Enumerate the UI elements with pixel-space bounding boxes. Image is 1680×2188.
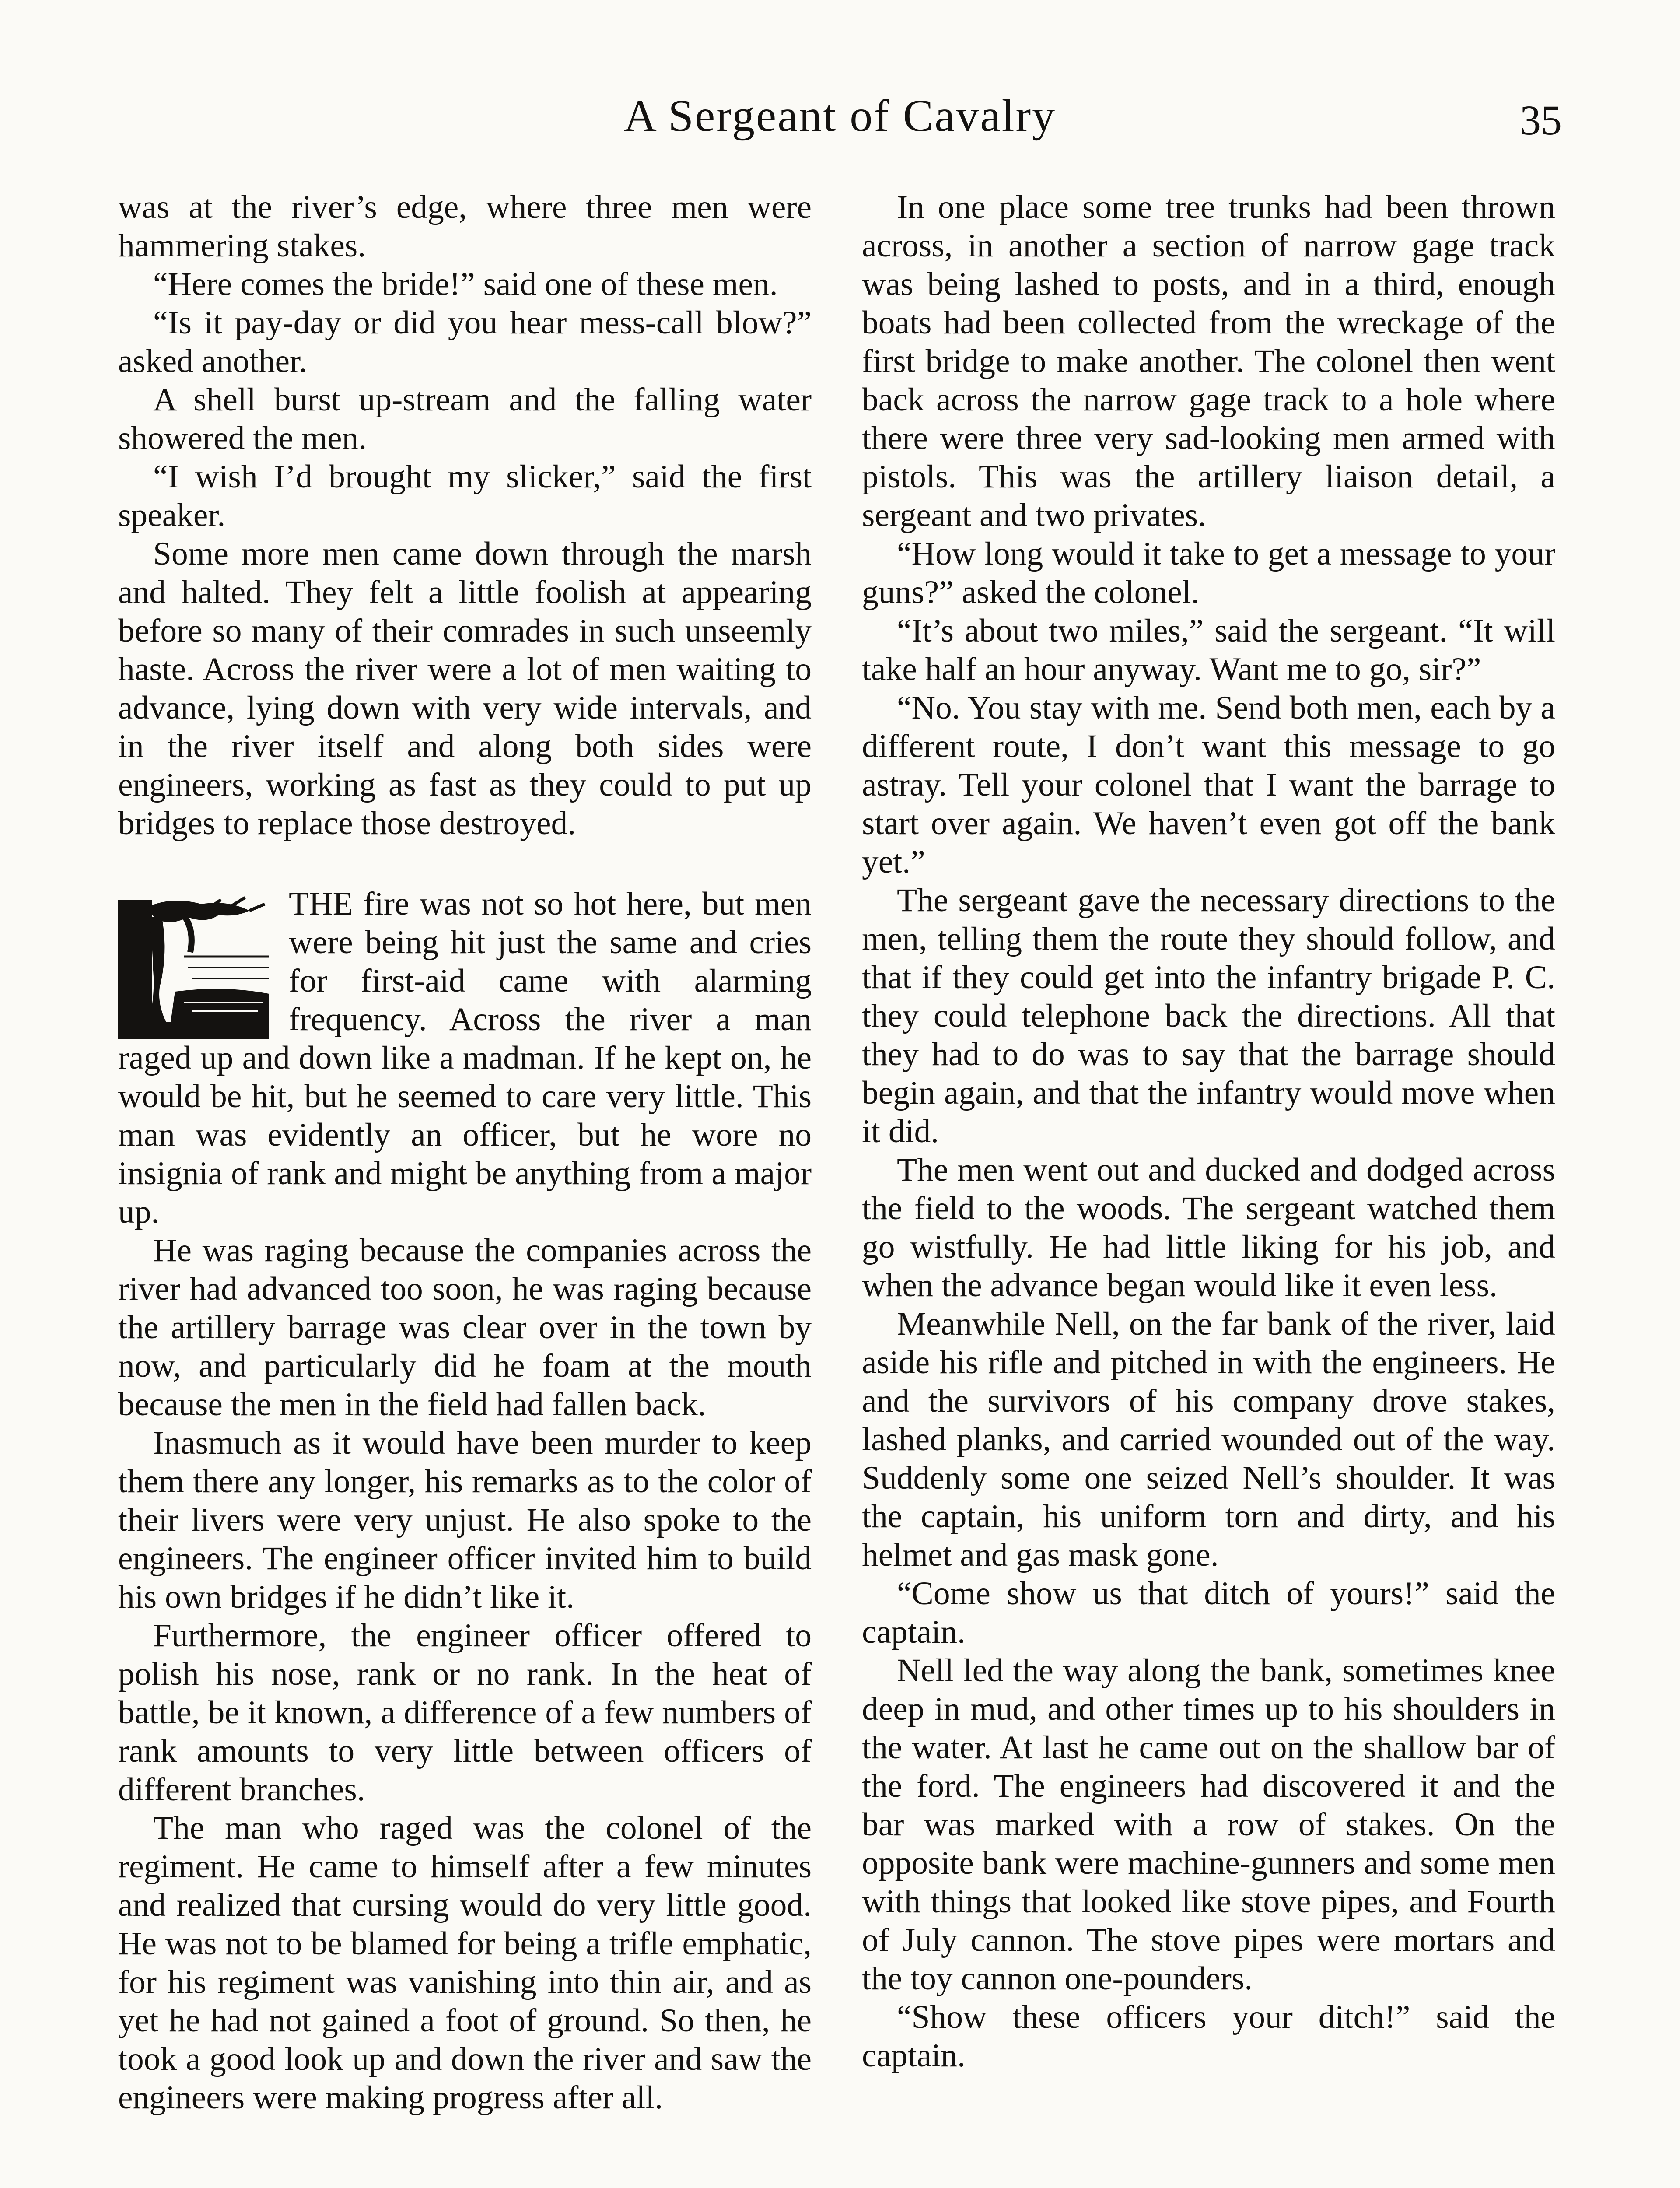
paragraph: The man who raged was the colonel of the regiment. He came to himself after a few minutes and realized that cursing would do very little good. He was not to be blamed for being a trifle emphatic, for his regiment was vanishing into thin air, and as yet he had not gained a foot of ground. So then, he took a good look up and down the river and saw the engineers were making progress after all. [118, 1810, 812, 2116]
section-break [118, 843, 812, 885]
paragraph: He was raging because the companies across the river had advanced too soon, he was raging because the artillery barrage was clear over in the town by now, and particularly did he foam at the mouth because the men in the field had fallen back. [118, 1232, 812, 1423]
page-number: 35 [1520, 97, 1562, 144]
paragraph: A shell burst up-stream and the falling water showered the men. [118, 382, 812, 456]
paragraph: was at the river’s edge, where three men were hammering stakes. [118, 189, 812, 264]
paragraph: “How long would it take to get a message to your guns?” asked the colonel. [862, 536, 1555, 610]
paragraph: “I wish I’d brought my slicker,” said the first speaker. [118, 459, 812, 533]
running-title: A Sergeant of Cavalry [623, 91, 1057, 141]
paragraph: “No. You stay with me. Send both men, each by a different route, I don’t want this message to go astray. Tell your colonel that I want the barrage to start over again. We haven’t even got off the bank yet.” [862, 690, 1555, 880]
paragraph: Meanwhile Nell, on the far bank of the river, laid aside his rifle and pitched in with the engineers. He and the survivors of his company drove stakes, lashed planks, and carried wounded out of the way. Suddenly some one seized Nell’s shoulder. It was the captain, his uniform torn and dirty, and his helmet and gas mask gone. [862, 1306, 1555, 1573]
left-column [118, 188, 812, 2117]
paragraph: “It’s about two miles,” said the sergeant. “It will take half an hour anyway. Want me to go, sir?” [862, 613, 1555, 687]
paragraph: Furthermore, the engineer officer offered to polish his nose, rank or no rank. In the heat of battle, be it known, a difference of a few numbers of rank amounts to very little between officers of different branches. [118, 1617, 812, 1808]
right-column [862, 188, 1555, 2075]
page-header [118, 88, 1562, 144]
paragraph: “Is it pay-day or did you hear mess-call blow?” asked another. [118, 305, 812, 379]
illustrated-dropcap [118, 891, 276, 1039]
paragraph: Some more men came down through the marsh and halted. They felt a little foolish at appearing before so many of their comrades in such unseemly haste. Across the river were a lot of men waiting to advance, lying down with very wide intervals, and in the river itself and along both sides were engineers, working as fast as they could to put up bridges to replace those destroyed. [118, 536, 812, 842]
paragraph: Nell led the way along the bank, sometimes knee deep in mud, and other times up to his shoulders in the water. At last he came out on the shallow bar of the ford. The engineers had discovered it and the bar was marked with a row of stakes. On the opposite bank were machine-gunners and some men with things that looked like stove pipes, and Fourth of July cannon. The stove pipes were mortars and the toy cannon one-pounders. [862, 1652, 1555, 1997]
tree-landscape-icon [118, 891, 276, 1039]
paragraph: The sergeant gave the necessary directions to the men, telling them the route they should follow, and that if they could get into the infantry brigade P. C. they could telephone back the directions. All that they had to do was to say that the barrage should begin again, and that the infantry would move when it did. [862, 882, 1555, 1150]
paragraph: In one place some tree trunks had been thrown across, in another a section of narrow gage track was being lashed to posts, and in a third, enough boats had been collected from the wreckage of the first bridge to make another. The colonel then went back across the narrow gage track to a hole where there were three very sad-looking men armed with pistols. This was the artillery liaison detail, a sergeant and two privates. [862, 189, 1555, 533]
paragraph: “Show these officers your ditch!” said the captain. [862, 1999, 1555, 2074]
paragraph: “Come show us that ditch of yours!” said the captain. [862, 1575, 1555, 1650]
paragraph: Inasmuch as it would have been murder to keep them there any longer, his remarks as to the color of their livers were very unjust. He also spoke to the engineers. The engineer officer invited him to build his own bridges if he didn’t like it. [118, 1425, 812, 1615]
paragraph: THE fire was not so hot here, but men were being hit just the same and cries for first-aid came with alarming frequency. Across the river a man raged up and down like a madman. If he kept on, he would be hit, but he seemed to care very little. This man was evidently an officer, but he wore no insignia of rank and might be anything from a major up. [118, 886, 812, 1230]
paragraph: The men went out and ducked and dodged across the field to the woods. The sergeant watched them go wistfully. He had little liking for his job, and when the advance began would like it even less. [862, 1152, 1555, 1304]
paragraph: “Here comes the bride!” said one of these men. [153, 266, 778, 302]
